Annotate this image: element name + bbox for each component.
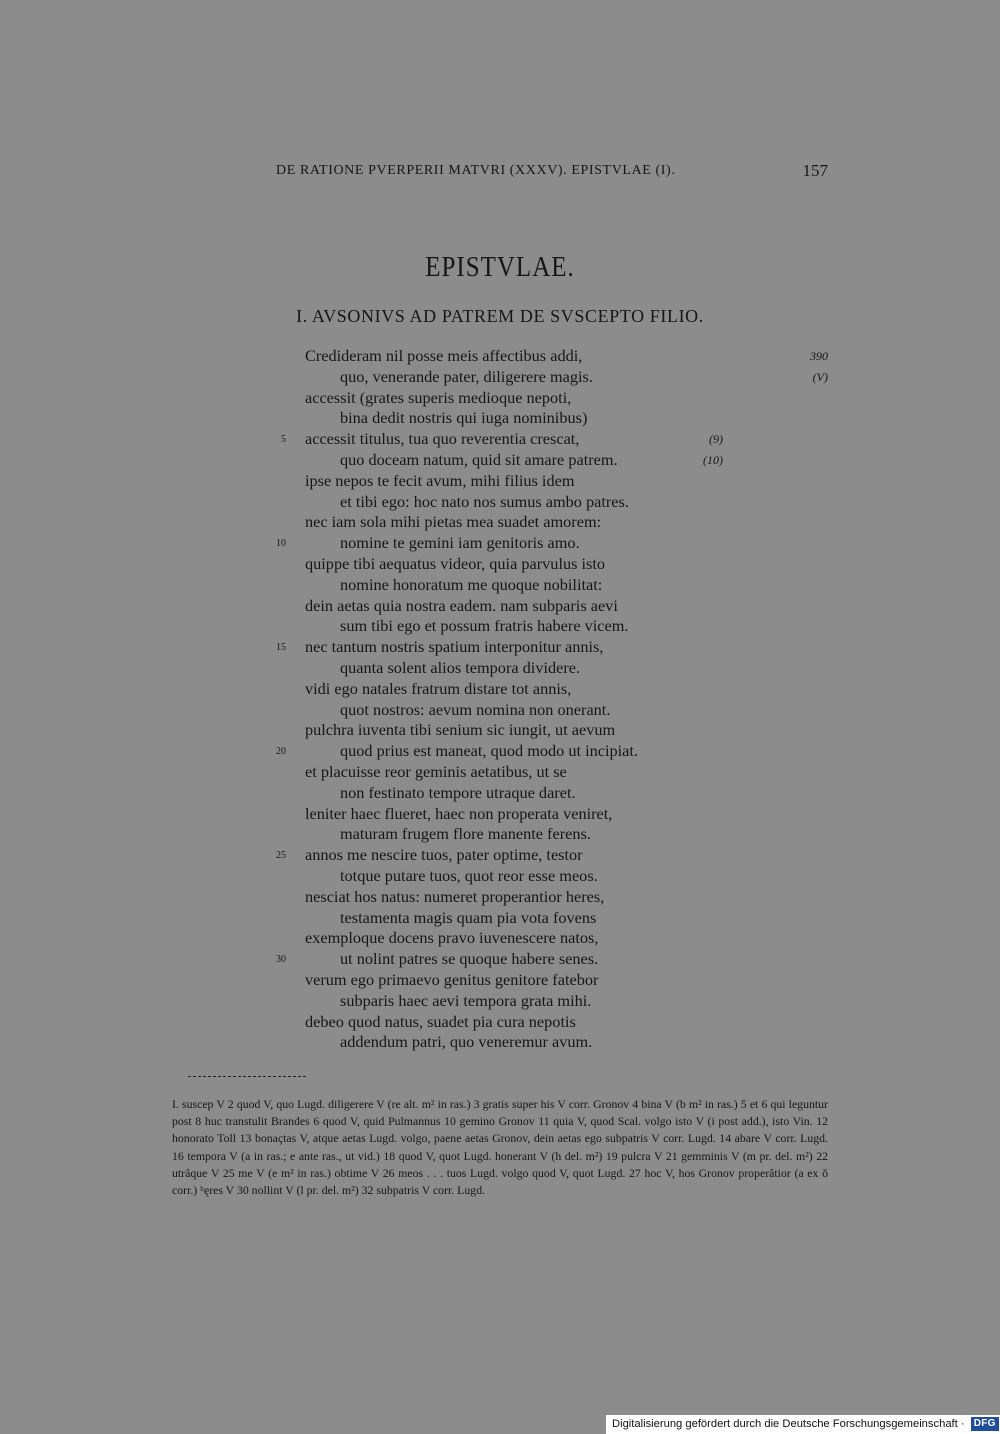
verse-text: quo doceam natum, quid sit amare patrem.	[340, 449, 618, 469]
verse-text: exemploque docens pravo iuvenescere natos,	[305, 928, 599, 948]
verse-text: nec tantum nostris spatium interponitur annis,	[305, 637, 604, 657]
verse-text: ut nolint patres se quoque habere senes.	[340, 949, 599, 969]
verse-text: subparis haec aevi tempora grata mihi.	[340, 990, 592, 1010]
line-number: 15	[276, 642, 286, 654]
verse-line	[0, 845, 1000, 866]
verse-line	[0, 596, 1000, 617]
verse-text: et tibi ego: hoc nato nos sumus ambo patres.	[340, 491, 629, 511]
verse-text: accessit titulus, tua quo reverentia crescat,	[305, 429, 580, 449]
line-number: 25	[276, 850, 286, 862]
margin-reference: (9)	[709, 432, 723, 447]
verse-text: sum tibi ego et possum fratris habere vicem.	[340, 616, 629, 636]
verse-line	[0, 658, 1000, 679]
verse-text: bina dedit nostris qui iuga nominibus)	[340, 408, 588, 428]
verse-line	[0, 554, 1000, 575]
verse-line	[0, 1012, 1000, 1033]
verse-line	[0, 575, 1000, 596]
verse-text: verum ego primaevo genitus genitore fatebor	[305, 969, 599, 989]
verse-line	[0, 637, 1000, 658]
verse-line	[0, 700, 1000, 721]
verse-line	[0, 949, 1000, 970]
verse-line	[0, 512, 1000, 533]
verse-line	[0, 533, 1000, 554]
verse-line	[0, 970, 1000, 991]
section-title: EPISTVLAE.	[425, 251, 575, 283]
verse-line	[0, 429, 1000, 450]
verse-text: testamenta magis quam pia vota fovens	[340, 907, 597, 927]
running-head: DE RATIONE PVERPERII MATVRI (XXXV). EPISTVLAE (I).	[276, 163, 676, 178]
apparatus-text: I. suscep V 2 quod V, quo Lugd. diligerere V (re alt. m² in ras.) 3 gratis super his V corr. Gronov 4 bina V (b m² in ras.) 5 et 6 qui leguntur post 8 huc transtulit Brandes 6 quod V, quid Pulmannus 10 gemino Gronov 11 quia V, quod Scal. volgo isto V (i post add.), isto Vin. 12 honorato Toll 13 bonaçtas V, atque aetas Lugd. volgo, paene aetas Gronov, dein aetas ego subpatris V corr. Lugd. 14 abare V corr. Lugd. 16 tempora V (a in ras.; e ante ras., ut vid.) 18 quod V, quot Lugd. honerant V (h del. m²) 19 pulcra V 21 gemminis V (m pr. del. m²) 22 utrâque V 25 me V (e m² in ras.) obtime V 26 meos . . . tuos Lugd. volgo quod V, quot Lugd. 27 hoc V, hos Gronov properâtior (a ex ŏ corr.) ʰęres V 30 nollint V (l pr. del. m²) 32 subpatris V corr. Lugd.	[172, 1097, 828, 1198]
line-number: 5	[281, 434, 286, 446]
verse-text: accessit (grates superis medioque nepoti,	[305, 387, 572, 407]
poem-title: I. AVSONIVS AD PATREM DE SVSCEPTO FILIO.	[296, 306, 704, 326]
critical-apparatus	[172, 1096, 828, 1199]
margin-reference: 390	[810, 349, 828, 363]
verse-text: pulchra iuventa tibi senium sic iungit, ut aevum	[305, 720, 616, 740]
verse-text: vidi ego natales fratrum distare tot annis,	[305, 678, 572, 698]
poem-text	[0, 346, 1000, 1053]
verse-line	[0, 1032, 1000, 1053]
verse-text: Credideram nil posse meis affectibus addi,	[305, 346, 583, 365]
line-number: 10	[276, 538, 286, 550]
page-number: 157	[802, 161, 828, 180]
verse-text: quot nostros: aevum nomina non onerant.	[340, 699, 611, 719]
dfg-logo: DFG	[971, 1417, 999, 1431]
verse-line	[0, 679, 1000, 700]
verse-line	[0, 804, 1000, 825]
verse-text: dein aetas quia nostra eadem. nam subparis aevi	[305, 595, 618, 615]
verse-line	[0, 783, 1000, 804]
verse-text: quo, venerande pater, diligerere magis.	[340, 366, 593, 386]
verse-line	[0, 388, 1000, 409]
verse-line	[0, 887, 1000, 908]
verse-line	[0, 367, 1000, 388]
verse-line	[0, 492, 1000, 513]
verse-text: nomine honoratum me quoque nobilitat:	[340, 574, 603, 594]
verse-text: maturam frugem flore manente ferens.	[340, 824, 591, 844]
verse-line	[0, 346, 1000, 367]
verse-text: leniter haec flueret, haec non properata veniret,	[305, 803, 613, 823]
verse-text: nesciat hos natus: numeret properantior heres,	[305, 886, 605, 906]
verse-text: nec iam sola mihi pietas mea suadet amorem:	[305, 512, 602, 532]
verse-line	[0, 450, 1000, 471]
verse-line	[0, 991, 1000, 1012]
verse-text: quod prius est maneat, quod modo ut incipiat.	[340, 741, 638, 761]
verse-text: quanta solent alios tempora dividere.	[340, 657, 581, 677]
line-number: 30	[276, 954, 286, 966]
verse-line	[0, 866, 1000, 887]
margin-reference: (V)	[812, 369, 828, 384]
verse-line	[0, 471, 1000, 492]
verse-line	[0, 616, 1000, 637]
verse-text: totque putare tuos, quot reor esse meos.	[340, 865, 598, 885]
verse-line	[0, 408, 1000, 429]
verse-line	[0, 720, 1000, 741]
verse-line	[0, 762, 1000, 783]
verse-text: nomine te gemini iam genitoris amo.	[340, 533, 580, 553]
verse-text: debeo quod natus, suadet pia cura nepotis	[305, 1011, 576, 1031]
line-number: 20	[276, 746, 286, 758]
footnote-divider	[188, 1076, 306, 1077]
verse-text: annos me nescire tuos, pater optime, testor	[305, 845, 583, 865]
verse-text: ipse nepos te fecit avum, mihi filius idem	[305, 470, 575, 490]
footer-text: Digitalisierung gefördert durch die Deutsche Forschungsgemeinschaft ·	[612, 1418, 965, 1430]
verse-line	[0, 824, 1000, 845]
verse-text: quippe tibi aequatus videor, quia parvulus isto	[305, 553, 606, 573]
verse-text: non festinato tempore utraque daret.	[340, 782, 576, 802]
verse-line	[0, 908, 1000, 929]
digitization-footer	[606, 1415, 1000, 1434]
verse-text: et placuisse reor geminis aetatibus, ut se	[305, 761, 567, 781]
verse-text: addendum patri, quo veneremur avum.	[340, 1032, 593, 1052]
margin-reference: (10)	[703, 452, 723, 467]
verse-line	[0, 741, 1000, 762]
verse-line	[0, 928, 1000, 949]
